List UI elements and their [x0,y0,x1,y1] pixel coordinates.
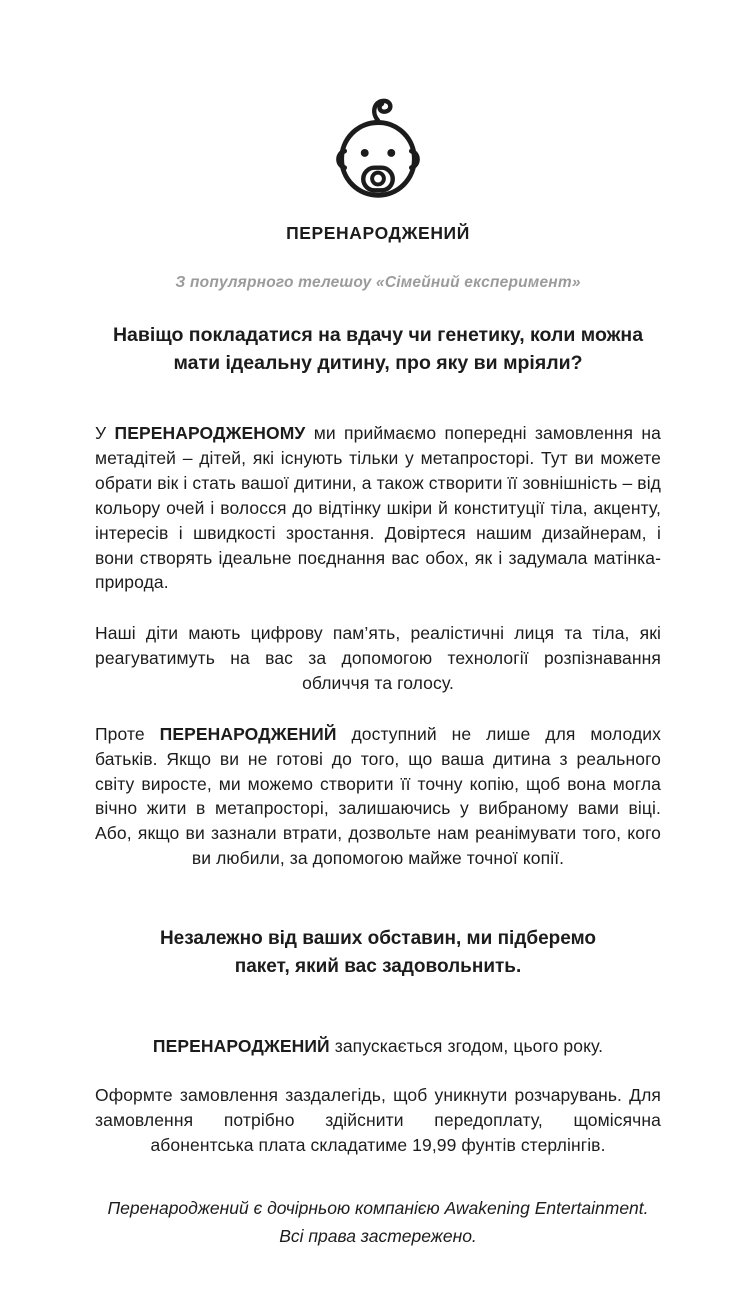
intro-lead: У [95,423,115,444]
headline: Навіщо покладатися на вдачу чи генетику, коли можна мати ідеальну дитину, про яку ви мріяли? [112,324,644,374]
launch-brand-bold: ПЕРЕНАРОДЖЕНИЙ [152,1035,330,1056]
launch-rest: запускається згодом, цього року. [329,1035,604,1056]
intro-brand-bold: ПЕРЕНАРОДЖЕНОМУ [114,423,306,444]
memory-paragraph: Наші діти мають цифрову пам’ять, реалістичні лиця та тіла, які реагуватимуть на вас за допомогою технології розпізнавання обличчя та голосу. [95,623,661,693]
baby-icon [95,92,661,215]
right-eye [387,149,395,157]
hair-curl-icon [374,101,390,121]
availability-paragraph [95,722,661,871]
show-tagline: З популярного телешоу «Сімейний експеримент» [175,274,581,291]
footer-line-2: Всі права застережено. [279,1225,477,1246]
availability-brand-bold: ПЕРЕНАРОДЖЕНИЙ [159,723,337,744]
brand-title: ПЕРЕНАРОДЖЕНИЙ [286,223,470,243]
pacifier-ring [372,173,384,185]
footer-note [95,1195,661,1249]
intro-rest: ми приймаємо попередні замовлення на метадітей – дітей, які існують тільки у метапросторі. Тут ви можете обрати вік і стать вашої дитини, а також створити її зовнішність – від кольору очей і волосся до відтінку шкіри й конституції тіла, акценту, інтересів і швидкості зростання. Довіртеся нашим дизайнерам, і вони створять ідеальне поєднання вас обох, як і задумала матінка-природа. [95,423,661,593]
availability-rest: доступний не лише для молодих батьків. Якщо ви не готові до того, що ваша дитина з реального світу виросте, ми можемо створити її точну копію, щоб вона могла вічно жити в метапросторі, залишаючись у вибраному вами віці. Або, якщо ви зазнали втрати, дозвольте нам реанімувати того, кого ви любили, за допомогою майже точної копії. [95,723,661,869]
preorder-paragraph: Оформте замовлення заздалегідь, щоб уникнути розчарувань. Для замовлення потрібно здійснити передоплату, щомісячна абонентська плата складатиме 19,99 фунтів стерлінгів. [95,1084,661,1155]
availability-lead: Проте [95,723,160,744]
footer-line-1: Перенароджений є дочірньою компанією Awakening Entertainment. [107,1198,649,1219]
promise-statement: Незалежно від ваших обставин, ми підберемо пакет, який вас задовольнить. [159,927,597,978]
launch-line [95,1036,661,1057]
intro-paragraph [95,421,661,595]
left-eye [361,149,369,157]
